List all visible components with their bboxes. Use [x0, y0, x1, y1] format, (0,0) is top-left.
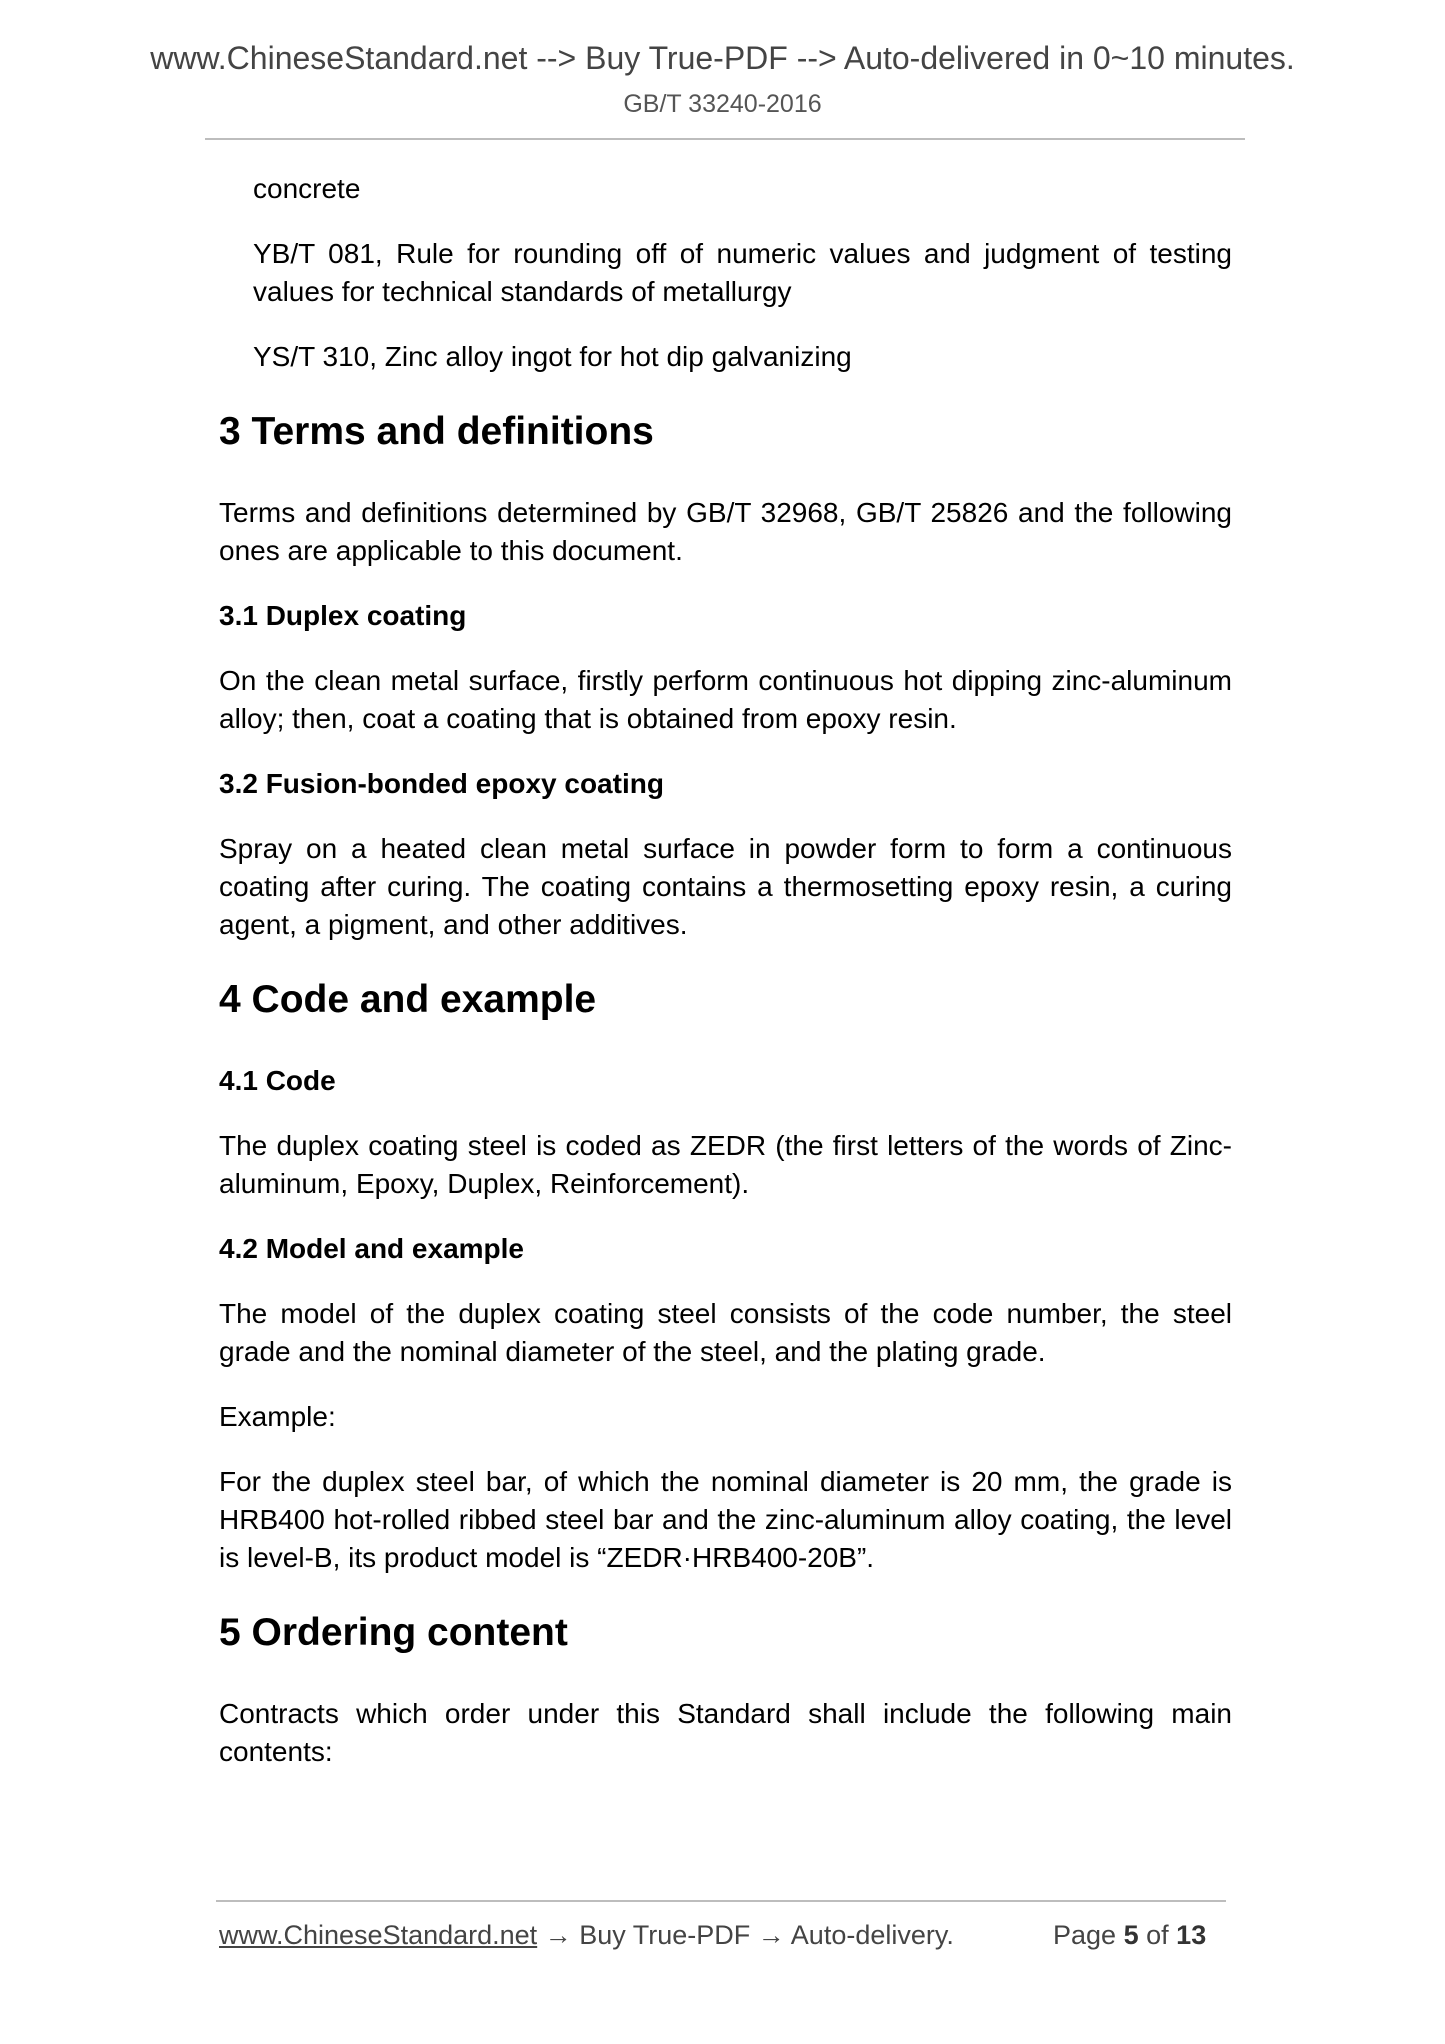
footer-delivery-text: Auto-delivery. — [790, 1920, 954, 1950]
subsection-3-2-heading: 3.2 Fusion-bonded epoxy coating — [219, 768, 664, 799]
reference-continuation: concrete — [253, 173, 361, 204]
subsection-3-2-text: Spray on a heated clean metal surface in powder form to form a continuous coating after curing. The coating contains a thermosetting epoxy resin, a curing agent, a pigment, and other additives. — [219, 833, 1232, 940]
section-5-text: Contracts which order under this Standard shall include the following main contents: — [219, 1698, 1232, 1767]
arrow-right-icon: → — [757, 1920, 785, 1950]
reference-yb-t-081: YB/T 081, Rule for rounding off of numeric values and judgment of testing values for technical standards of metallurgy — [253, 238, 1232, 307]
footer-links — [219, 1920, 954, 1951]
of-label: of — [1146, 1920, 1169, 1950]
section-3-heading: 3 Terms and definitions — [219, 410, 654, 453]
example-text: For the duplex steel bar, of which the nominal diameter is 20 mm, the grade is HRB400 hot-rolled ribbed steel bar and the zinc-aluminum alloy coating, the level is level-B, its product model is “ZEDR·HRB400-20B”. — [219, 1466, 1232, 1573]
section-3-intro: Terms and definitions determined by GB/T 32968, GB/T 25826 and the following ones are applicable to this document. — [219, 497, 1232, 566]
arrow-right-icon: → — [544, 1920, 572, 1950]
page-number: 5 — [1123, 1920, 1139, 1950]
footer-divider — [216, 1900, 1226, 1902]
subsection-4-1-text: The duplex coating steel is coded as ZEDR (the first letters of the words of Zinc-aluminum, Epoxy, Duplex, Reinforcement). — [219, 1130, 1232, 1199]
page-indicator — [1053, 1920, 1206, 1951]
reference-ys-t-310: YS/T 310, Zinc alloy ingot for hot dip galvanizing — [253, 341, 852, 372]
subsection-3-1-text: On the clean metal surface, firstly perform continuous hot dipping zinc-aluminum alloy; then, coat a coating that is obtained from epoxy resin. — [219, 665, 1232, 734]
subsection-4-2-heading: 4.2 Model and example — [219, 1233, 524, 1264]
subsection-3-1-heading: 3.1 Duplex coating — [219, 600, 467, 631]
footer-site-link[interactable]: www.ChineseStandard.net — [219, 1920, 538, 1950]
subsection-4-2-text: The model of the duplex coating steel consists of the code number, the steel grade and the nominal diameter of the steel, and the plating grade. — [219, 1298, 1232, 1367]
subsection-4-1-heading: 4.1 Code — [219, 1065, 336, 1096]
section-4-heading: 4 Code and example — [219, 978, 597, 1021]
page-total: 13 — [1176, 1920, 1207, 1950]
section-5-heading: 5 Ordering content — [219, 1611, 568, 1654]
header-banner[interactable]: www.ChineseStandard.net --> Buy True-PDF --> Auto-delivered in 0~10 minutes. — [150, 40, 1295, 76]
document-code: GB/T 33240-2016 — [623, 90, 822, 118]
header-divider — [205, 138, 1245, 140]
example-label: Example: — [219, 1401, 336, 1432]
page-label: Page — [1053, 1920, 1117, 1950]
page-content — [219, 170, 1232, 1771]
footer-buy-text: Buy True-PDF — [579, 1920, 751, 1950]
